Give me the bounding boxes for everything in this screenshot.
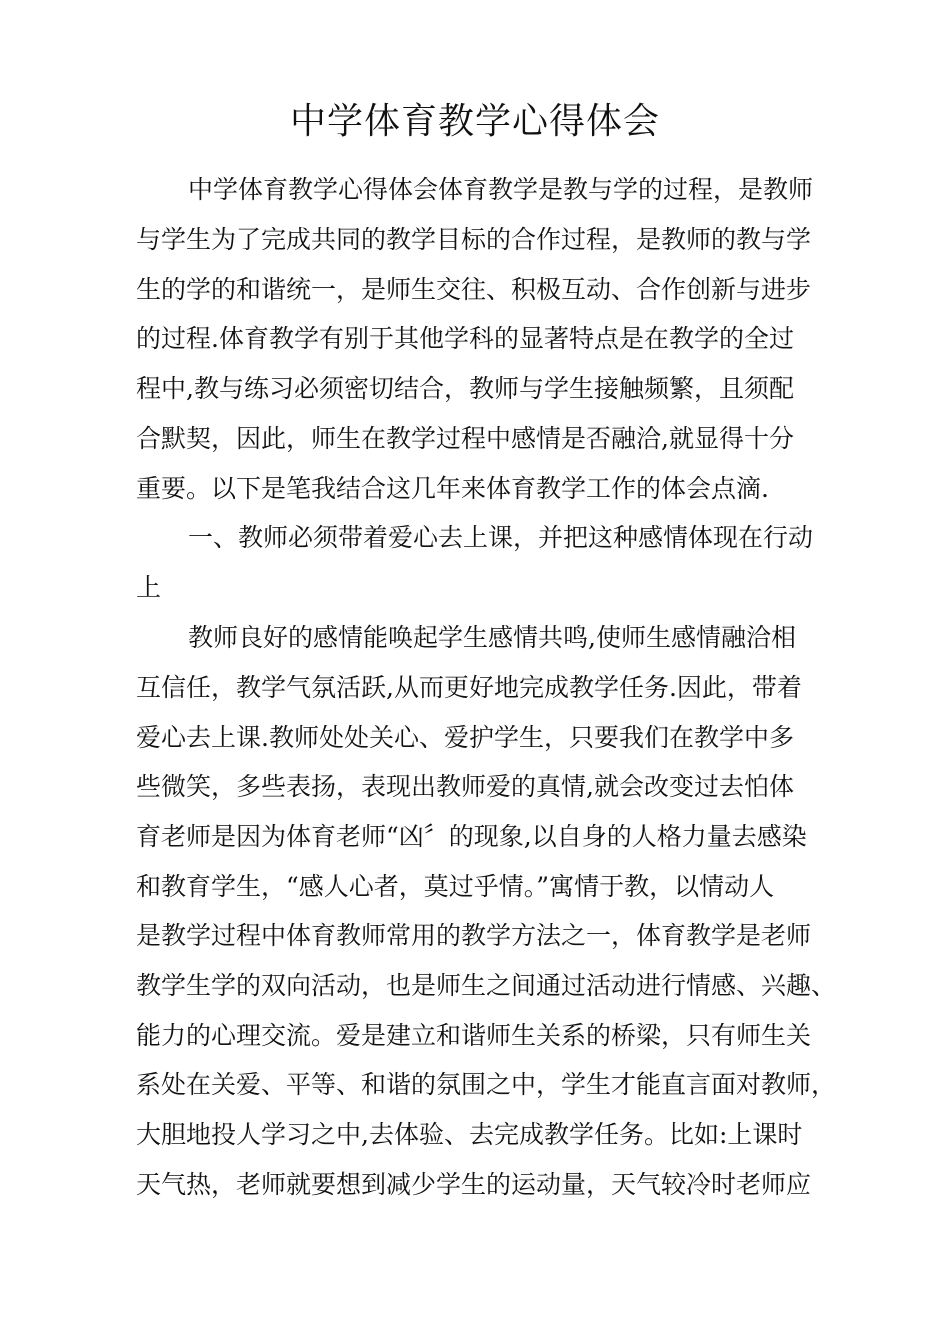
text-line: 与学生为了完成共同的教学目标的合作过程，是教师的教与学 xyxy=(136,225,812,254)
text-line: 大胆地投人学习之中,去体验、去完成教学任务。比如:上课时 xyxy=(136,1120,803,1149)
text-line: 系处在关爱、平等、和谐的氛围之中，学生才能直言面对教师， xyxy=(136,1070,837,1099)
text-line: 生的学的和谐统一，是师生交往、积极互动、合作创新与进步 xyxy=(136,275,812,304)
text-line: 些微笑，多些表扬，表现出教师爱的真情,就会改变过去怕体 xyxy=(136,772,794,801)
text-line: 互信任，教学气氛活跃,从而更好地完成教学任务.因此，带着 xyxy=(136,673,802,702)
text-line: 的过程.体育教学有别于其他学科的显著特点是在教学的全过 xyxy=(136,324,794,353)
text-line: 和教育学生，“感人心者，莫过乎情。”寓情于教，以情动人 xyxy=(136,872,775,901)
text-line: 教学生学的双向活动，也是师生之间通过活动进行情感、兴趣、 xyxy=(136,971,837,1000)
text-line: 重要。以下是笔我结合这几年来体育教学工作的体会点滴. xyxy=(136,474,769,503)
text-line: 中学体育教学心得体会体育教学是教与学的过程，是教师 xyxy=(188,175,814,204)
section-heading-line: 一、教师必须带着爱心去上课，并把这种感情体现在行动 xyxy=(188,523,814,552)
text-line: 天气热，老师就要想到减少学生的运动量，天气较冷时老师应 xyxy=(136,1170,812,1199)
section-heading-line: 上 xyxy=(136,573,162,602)
text-line: 能力的心理交流。爱是建立和谐师生关系的桥梁，只有师生关 xyxy=(136,1021,812,1050)
text-line: 是教学过程中体育教师常用的教学方法之一，体育教学是老师 xyxy=(136,921,812,950)
text-line: 爱心去上课.教师处处关心、爱护学生，只要我们在教学中多 xyxy=(136,723,794,752)
text-line: 程中,教与练习必须密切结合，教师与学生接触频繁，且须配 xyxy=(136,374,794,403)
document-title: 中学体育教学心得体会 xyxy=(289,101,660,142)
text-line: 合默契，因此，师生在教学过程中感情是否融洽,就显得十分 xyxy=(136,424,794,453)
text-line: 育老师是因为体育老师“凶〞的现象,以自身的人格力量去感染 xyxy=(136,822,807,851)
text-line: 教师良好的感情能唤起学生感情共鸣,使师生感情融洽相 xyxy=(188,623,796,652)
